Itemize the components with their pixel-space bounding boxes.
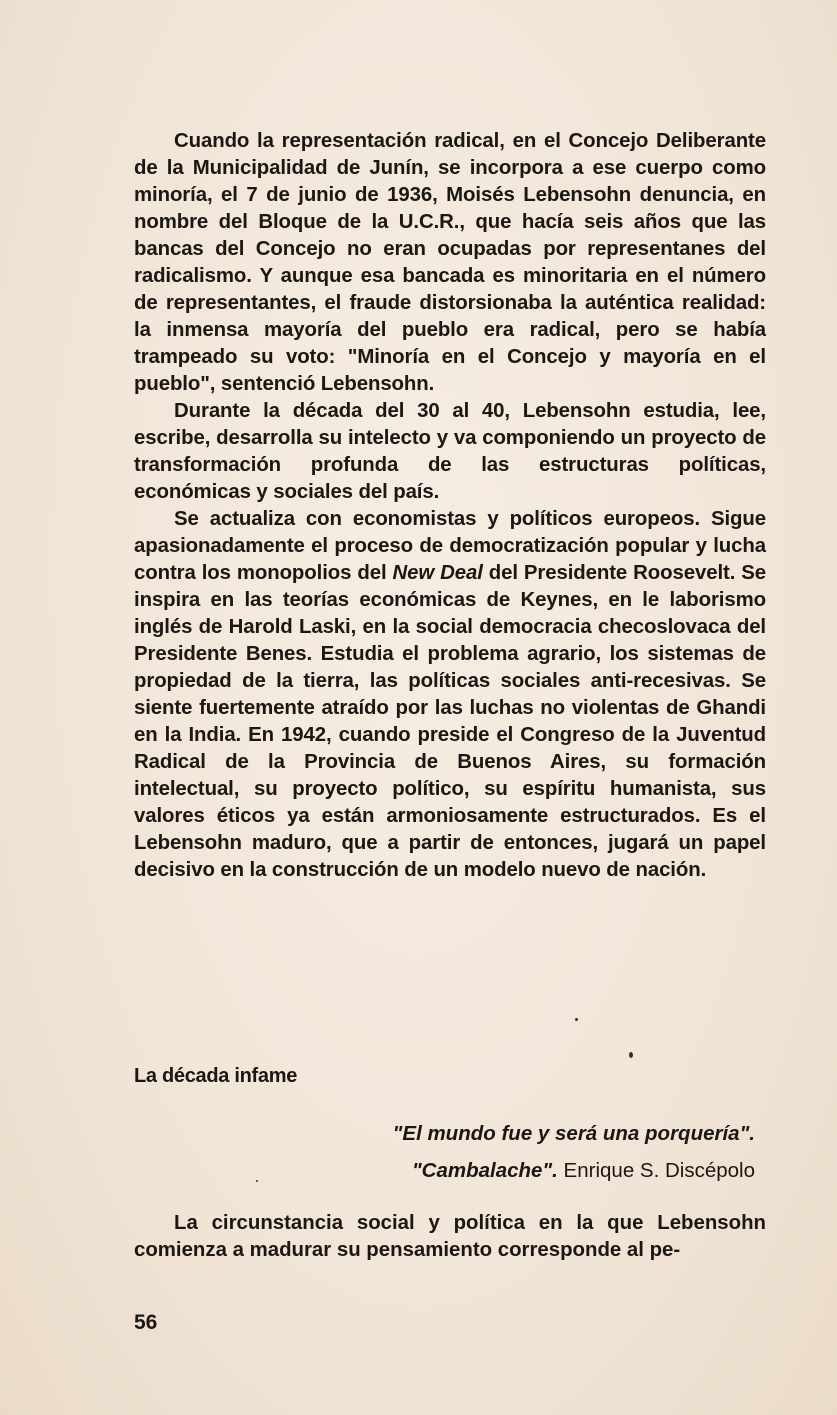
print-speck xyxy=(629,1052,633,1058)
paragraph-text: Se actualiza con economistas y políticos europeos. Sigue apasionadamente el proceso de democratización popular y lucha contra los monopolios del xyxy=(134,508,766,584)
epigraph-work: "Cambalache". xyxy=(411,1159,558,1182)
paragraph-concejo: Cuando la representación radical, en el Concejo Deliberante de la Municipalidad de Junín, se incorpora a ese cuerpo como minoría, el 7 de junio de 1936, Moisés Lebensohn denuncia, en nombre del Bloque de la U.C.R., que hacía seis años que las bancas del Concejo no eran ocupadas por representanes del radicalismo. Y aunque esa bancada es minoritaria en el número de representantes, el fraude distorsionaba la auténtica realidad: la inmensa mayoría del pueblo era radical, pero se había trampeado su voto: "Minoría en el Concejo y mayoría en el pueblo", sentenció Lebensohn. xyxy=(134,130,766,395)
paragraph-text: del Presidente Roosevelt. Se inspira en las teorías económicas de Keynes, en le laborismo inglés de Harold Laski, en la social democracia checoslovaca del Presidente Benes. Estudia el problema agrario, los sistemas de propiedad de la tierra, las políticas sociales anti-recesivas. Se siente fuertemente atraído por las luchas no violentas de Ghandi en la India. En 1942, cuando preside el Congreso de la Juventud Radical de la Provincia de Buenos Aires, su formación intelectual, su proyecto político, su espíritu humanista, sus valores éticos ya están armoniosamente estructurados. Es el Lebensohn maduro, que a partir de entonces, jugará un papel decisivo en la construcción de un modelo nuevo de nación. xyxy=(134,562,766,881)
paragraph-decada-30-40: Durante la década del 30 al 40, Lebensohn estudia, lee, escribe, desarrolla su intelecto y va componiendo un proyecto de transformación profunda de las estructuras políticas, económicas y sociales del país. xyxy=(134,400,766,503)
epigraph-quote: "El mundo fue y será una porquería". xyxy=(392,1122,755,1145)
section-heading: La década infame xyxy=(134,1065,298,1087)
new-deal-italic: New Deal xyxy=(392,562,483,584)
page-number: 56 xyxy=(134,1311,158,1334)
paragraph-circunstancia: La circunstancia social y política en la que Lebensohn comienza a madurar su pensamiento corresponde al pe- xyxy=(134,1212,766,1261)
paragraph-economistas xyxy=(134,506,766,884)
epigraph-author: Enrique S. Discépolo xyxy=(557,1159,755,1182)
print-speck xyxy=(575,1018,578,1021)
body-text xyxy=(134,128,766,884)
section-body-text xyxy=(134,1210,766,1264)
print-speck xyxy=(256,1180,258,1182)
epigraph-attribution xyxy=(412,1157,755,1185)
